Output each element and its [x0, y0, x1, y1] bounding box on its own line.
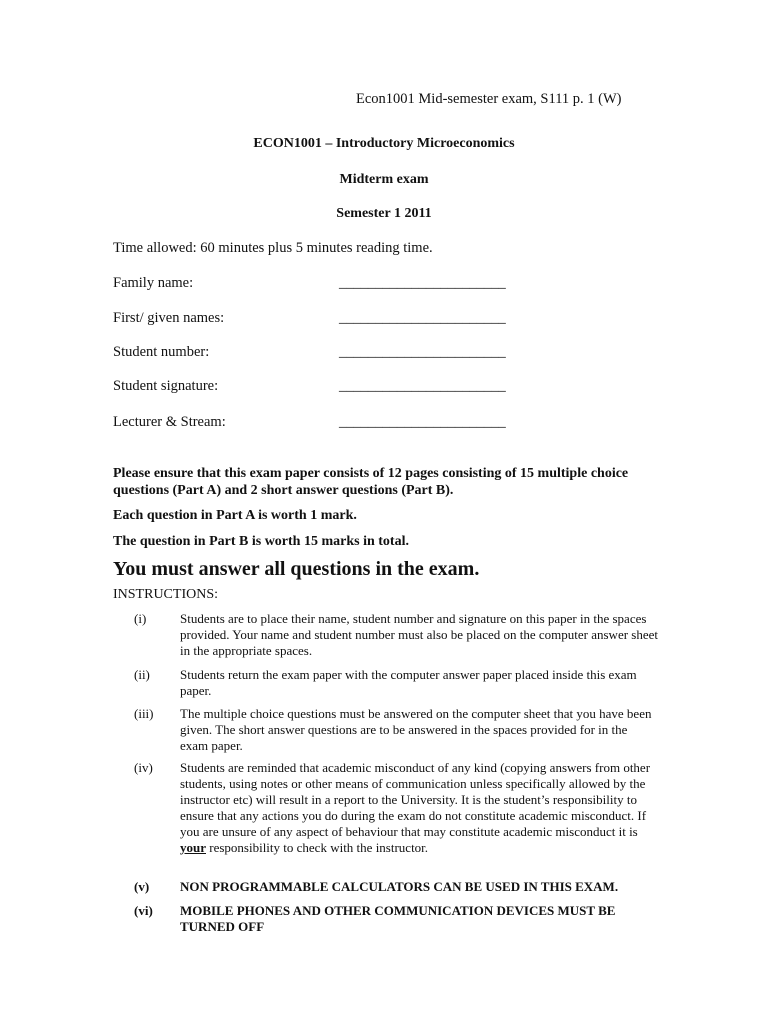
instruction-text: The multiple choice questions must be answered on the computer sheet that you have been given. The short answer questions are to be answered in the spaces provided for in the exam paper.: [180, 706, 652, 753]
page-count-notice: Please ensure that this exam paper consists of 12 pages consisting of 15 multiple choice questions (Part A) and 2 short answer questions (Part B).: [113, 466, 629, 498]
exam-type: Midterm exam: [339, 172, 429, 187]
instructions-heading-text: INSTRUCTIONS: [113, 587, 215, 602]
answer-all-heading: You must answer all questions in the exam.: [113, 558, 480, 580]
part-a-marks: Each question in Part A is worth 1 mark.: [113, 508, 357, 523]
field-blank-line[interactable]: _______________________: [339, 378, 506, 394]
field-label: Lecturer & Stream:: [113, 414, 226, 430]
course-title: ECON1001 – Introductory Microeconomics: [253, 136, 515, 151]
field-blank-line[interactable]: _______________________: [339, 310, 506, 326]
field-label: First/ given names:: [113, 310, 225, 326]
family-name-field: [113, 275, 533, 295]
instruction-number: (vi): [134, 903, 153, 918]
field-blank-line[interactable]: _______________________: [339, 414, 506, 430]
instruction-item: [134, 903, 664, 935]
instruction-item: [134, 706, 664, 754]
instruction-number: (i): [134, 611, 147, 626]
instruction-item: [134, 667, 664, 699]
instruction-number: (iii): [134, 706, 154, 721]
instruction-number: (ii): [134, 667, 150, 682]
field-label: Student number:: [113, 344, 210, 360]
field-blank-line[interactable]: _______________________: [339, 344, 506, 360]
instruction-text: Students are to place their name, student number and signature on this paper in the spaces provided. Your name and student number must also be placed on the computer answer sheet in the appropriate spaces.: [180, 611, 658, 658]
instructions-heading-colon: :: [214, 587, 219, 602]
student-signature-field: [113, 378, 533, 398]
lecturer-stream-field: [113, 414, 533, 434]
field-label: Family name:: [113, 275, 194, 291]
field-label: Student signature:: [113, 378, 219, 394]
emphasis-word: your: [180, 840, 206, 855]
instruction-item: [134, 879, 664, 895]
time-allowed: Time allowed: 60 minutes plus 5 minutes reading time.: [113, 240, 433, 256]
given-names-field: [113, 310, 533, 330]
instruction-item: [134, 611, 664, 659]
part-b-marks: The question in Part B is worth 15 marks in total.: [113, 534, 409, 549]
instruction-text: Students return the exam paper with the computer answer paper placed inside this exam paper.: [180, 667, 637, 698]
instruction-text: NON PROGRAMMABLE CALCULATORS CAN BE USED IN THIS EXAM.: [180, 879, 619, 894]
instruction-text: [180, 760, 658, 856]
instruction-text-part: Students are reminded that academic misconduct of any kind (copying answers from other students, using notes or other means of communication unless specifically allowed by the instructor etc) will result in a report to the University. It is the student’s responsibility to ensure that any actions you do during the exam do not constitute academic misconduct. If you are unsure of any aspect of behaviour that may constitute academic misconduct it is: [180, 760, 651, 839]
instruction-number: (v): [134, 879, 150, 894]
page-header: Econ1001 Mid-semester exam, S111 p. 1 (W): [356, 91, 622, 107]
instruction-number: (iv): [134, 760, 153, 775]
instruction-text: MOBILE PHONES AND OTHER COMMUNICATION DEVICES MUST BE TURNED OFF: [180, 903, 616, 934]
instruction-item: [134, 760, 664, 872]
student-number-field: [113, 344, 533, 364]
semester: Semester 1 2011: [336, 206, 432, 221]
instructions-heading: [113, 587, 218, 603]
instruction-text-part: responsibility to check with the instructor.: [206, 840, 429, 855]
field-blank-line[interactable]: _______________________: [339, 275, 506, 291]
